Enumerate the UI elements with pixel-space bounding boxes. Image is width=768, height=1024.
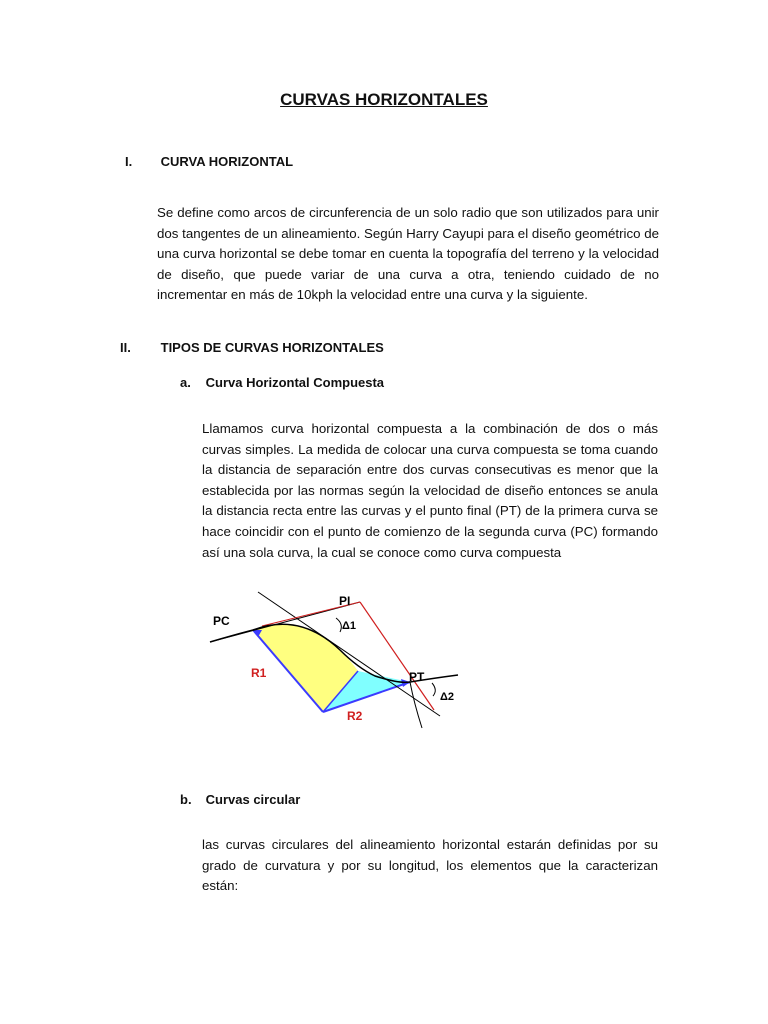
subsection-a-letter: a.	[180, 375, 191, 390]
subsection-b-title: Curvas circular	[205, 792, 301, 807]
page-title: CURVAS HORIZONTALES	[280, 90, 488, 109]
subsection-a-heading	[180, 375, 384, 390]
compound-curve-diagram	[200, 588, 470, 738]
section-1-title: CURVA HORIZONTAL	[160, 154, 294, 169]
subsection-b-letter: b.	[180, 792, 192, 807]
section-2-title: TIPOS DE CURVAS HORIZONTALES	[160, 340, 384, 355]
label-pi: PI	[339, 594, 351, 608]
label-r1: R1	[251, 666, 267, 680]
subsection-b-paragraph: las curvas circulares del alineamiento horizontal estarán definidas por su grado de curvatura y por su longitud, los elementos que la caracterizan están:	[202, 837, 658, 894]
label-delta2: Δ2	[440, 691, 455, 703]
angle-arc-1	[336, 618, 341, 632]
subsection-b-heading	[180, 792, 300, 807]
label-r2: R2	[347, 709, 363, 723]
section-2-heading	[120, 340, 384, 355]
angle-arc-2	[432, 683, 435, 696]
label-pt: PT	[409, 670, 425, 684]
section-2-number: II.	[120, 340, 131, 355]
subsection-a-paragraph: Llamamos curva horizontal compuesta a la combinación de dos o más curvas simples. La medida de colocar una curva compuesta se toma cuando la distancia de separación entre dos curvas consecutivas es menor que la establecida por las normas según la velocidad de diseño entonces se anula la distancia recta entre las curvas y el punto final (PT) de la primera curva se hace coincidir con el punto de comienzo de la segunda curva (PC) formando así una sola curva, la cual se conoce como curva compuesta	[202, 421, 658, 560]
section-1-number: I.	[125, 154, 133, 169]
section-1-heading	[125, 154, 293, 169]
subsection-a-title: Curva Horizontal Compuesta	[205, 375, 385, 390]
section-1-paragraph: Se define como arcos de circunferencia de un solo radio que son utilizados para unir dos tangentes de un alineamiento. Según Harry Cayupi para el diseño geométrico de una curva horizontal se debe tomar en cuenta la topografía del terreno y la velocidad de diseño, que puede variar de una curva a otra, teniendo cuidado de no incrementar en más de 10kph la velocidad entre una curva y la siguiente.	[157, 205, 659, 303]
label-pc: PC	[213, 614, 230, 628]
label-delta1: Δ1	[342, 620, 357, 632]
